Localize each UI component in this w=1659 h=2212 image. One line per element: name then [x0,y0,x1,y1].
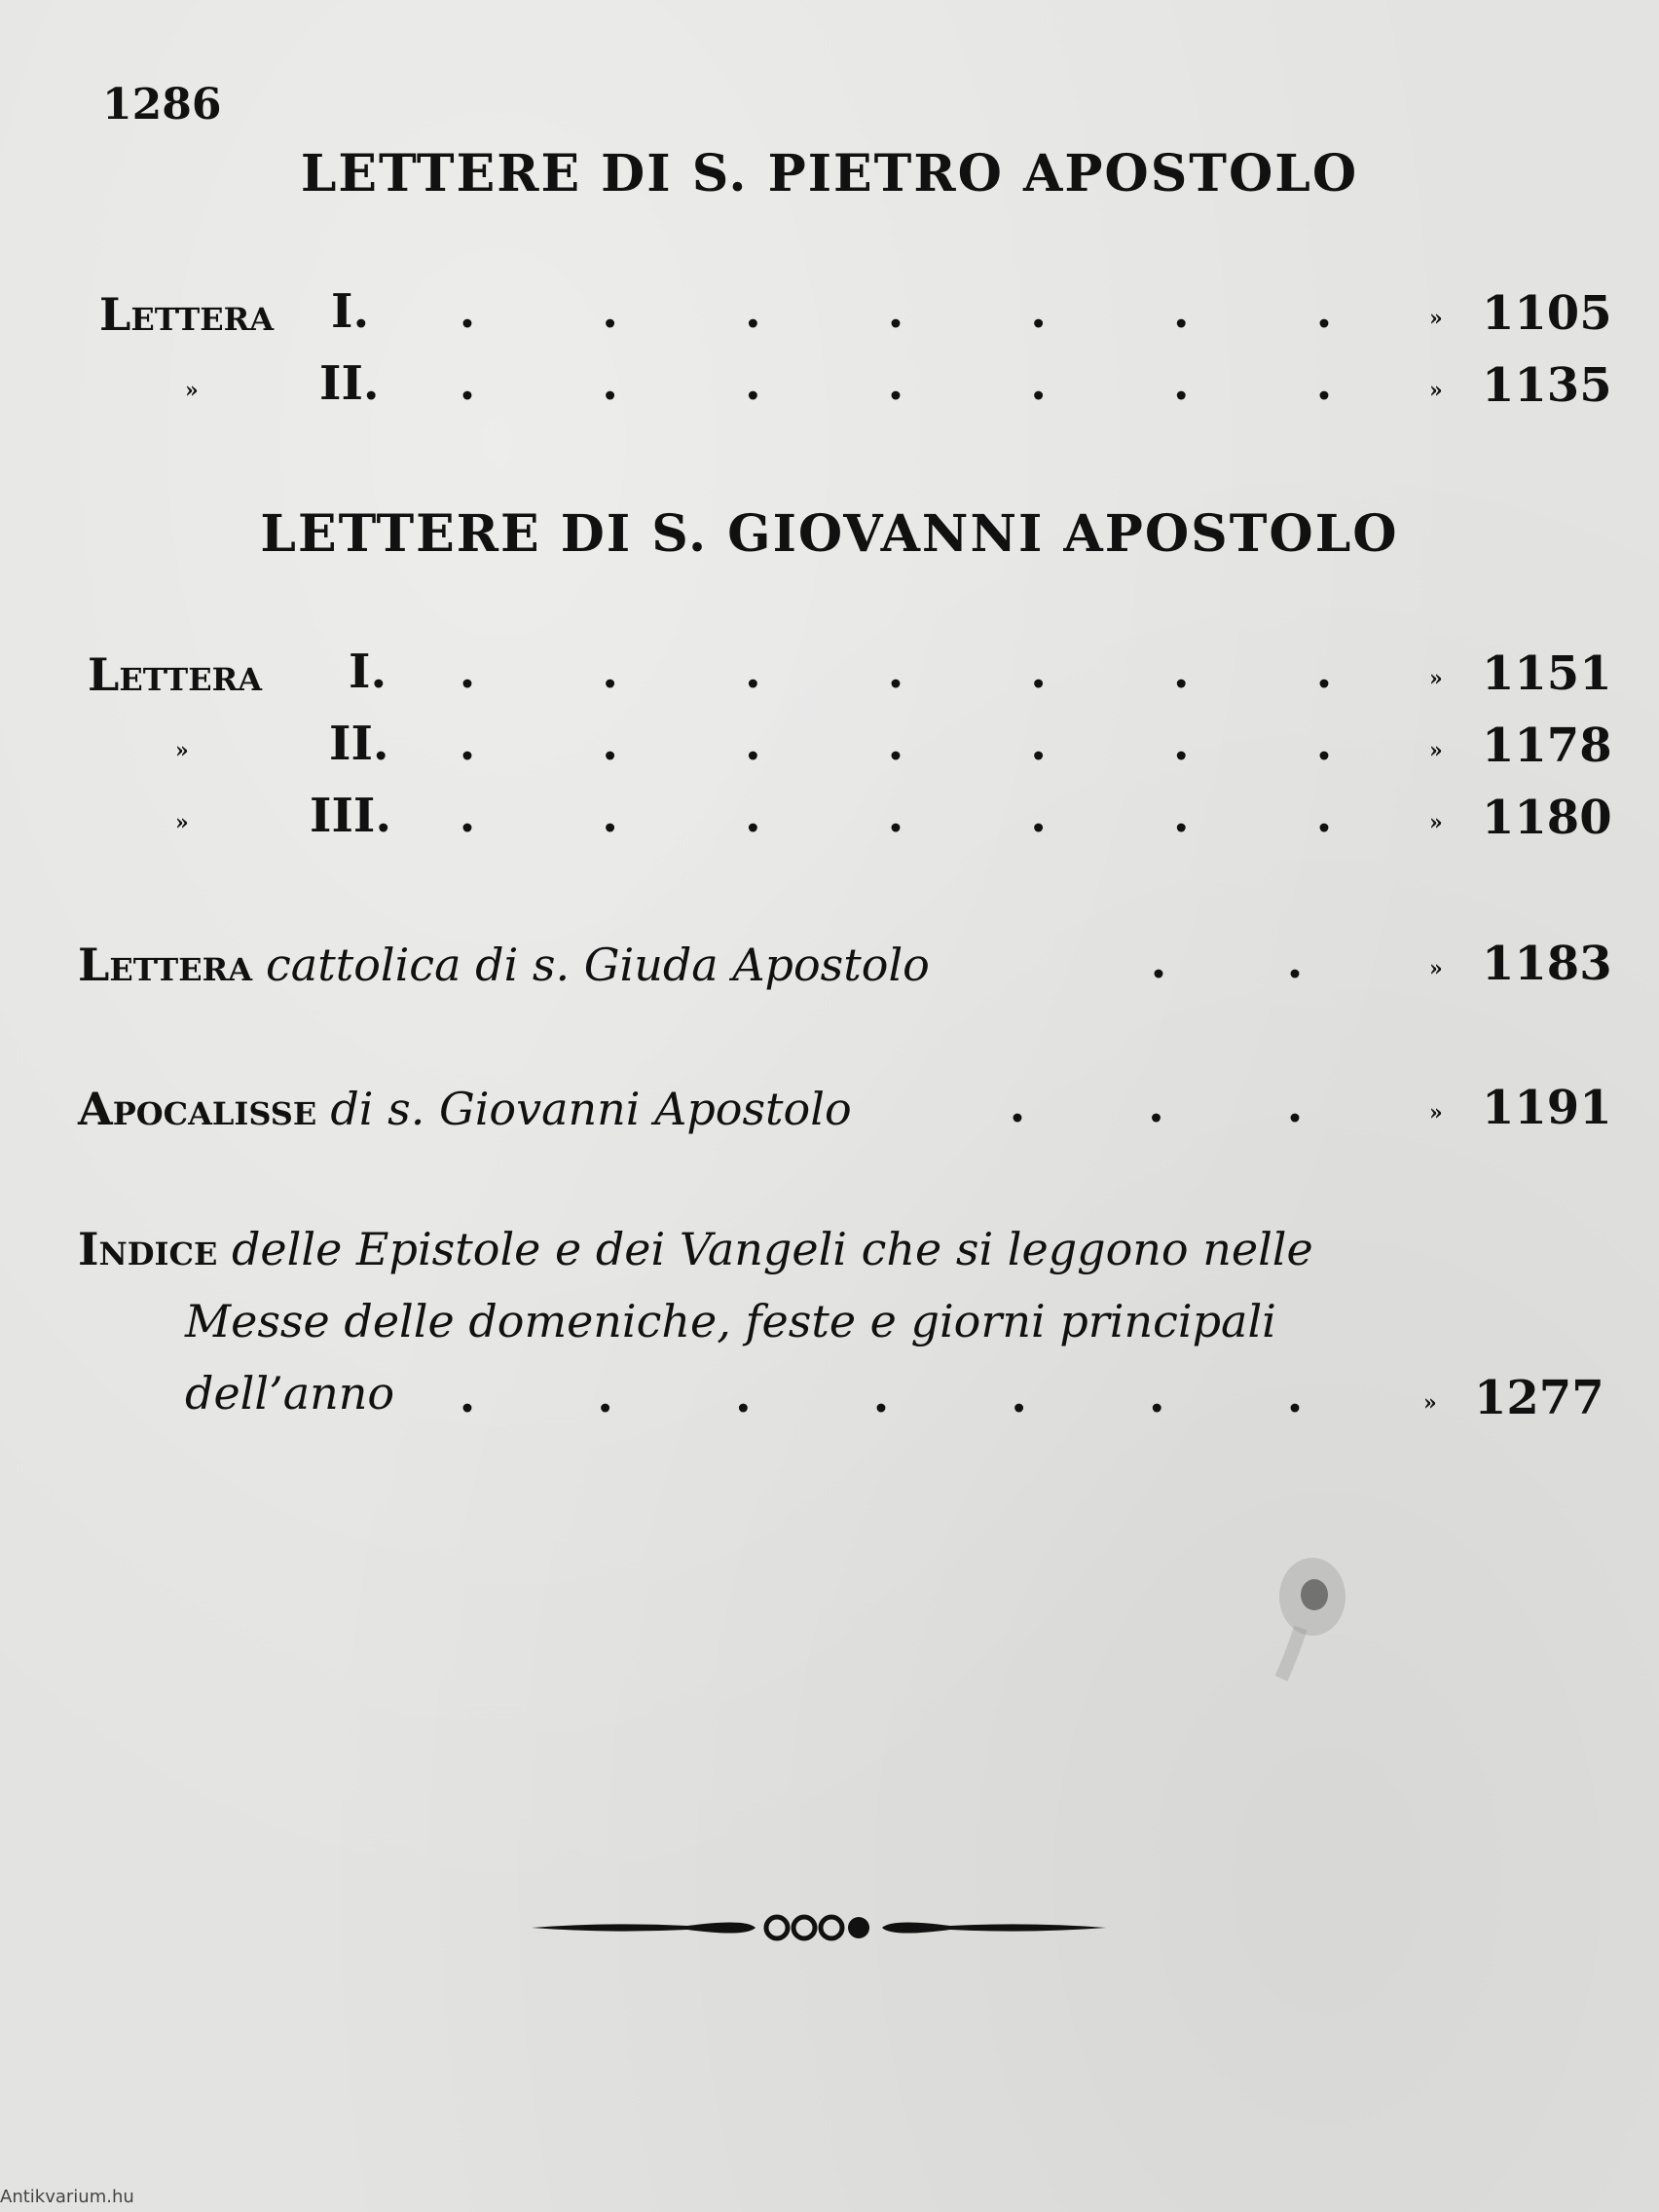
entry-label: Lettera [99,288,275,341]
leader-dots: . . . . . . . [459,1369,1304,1423]
toc-row [0,284,1659,352]
entry-text [78,1083,852,1135]
ditto-mark: » [175,738,189,763]
leader-dots: . . . . . . . [459,284,1333,339]
toc-row-apocalisse [0,1079,1659,1147]
leader-dots: . . . . . . . [459,356,1333,411]
leader-dots: . . [1150,935,1304,989]
toc-row-giuda [0,935,1659,1003]
indice-line-2: Messe delle domeniche, feste e giorni principali [185,1295,1276,1347]
ditto-mark: » [1429,666,1443,691]
letter-numeral: II. [329,717,389,771]
decorative-ornament [532,1908,1106,1947]
ditto-mark: » [1423,1390,1437,1416]
toc-row [0,356,1659,424]
section-heading-giovanni: LETTERE DI S. GIOVANNI APOSTOLO [260,504,1399,564]
indice-line-3: dell’anno [185,1367,395,1419]
page-reference: 1135 [1482,358,1612,413]
page-reference: 1180 [1482,791,1612,845]
watermark: Antikvarium.hu [0,2187,134,2207]
letter-numeral: III. [310,789,392,843]
toc-row [0,645,1659,713]
entry-lead: Apocalisse [78,1083,317,1135]
ditto-mark: » [185,378,199,403]
ditto-mark: » [1429,1100,1443,1125]
letter-numeral: II. [319,356,380,411]
entry-title: cattolica di s. Giuda Apostolo [266,939,930,991]
page-reference: 1105 [1482,286,1612,341]
ditto-mark: » [175,810,189,835]
indice-text-1: delle Epistole e dei Vangeli che si leggono nelle [231,1223,1313,1275]
leader-dots: . . . . . . . [459,645,1333,699]
leader-dots: . . . [1009,1079,1304,1133]
page-reference: 1178 [1482,719,1612,773]
entry-label: Lettera [88,648,263,701]
paper-stain [1262,1550,1355,1686]
page-reference: 1183 [1482,937,1612,991]
ditto-mark: » [1429,306,1443,331]
leader-dots: . . . . . . . [459,717,1333,771]
toc-row [0,717,1659,785]
section-heading-pietro: LETTERE DI S. PIETRO APOSTOLO [300,144,1359,203]
page-number: 1286 [102,80,222,129]
entry-title: di s. Giovanni Apostolo [330,1083,852,1135]
letter-numeral: I. [331,284,370,339]
toc-row-indice-page [0,1369,1659,1437]
ditto-mark: » [1429,810,1443,835]
ditto-mark: » [1429,738,1443,763]
letter-numeral: I. [349,645,387,699]
entry-lead: Lettera [78,939,253,991]
indice-line-1 [78,1213,1460,1285]
toc-row [0,789,1659,857]
entry-text [78,939,930,991]
page-reference: 1191 [1482,1081,1612,1135]
ditto-mark: » [1429,378,1443,403]
page-reference: 1151 [1482,646,1612,701]
leader-dots: . . . . . . . [459,789,1333,843]
entry-lead: Indice [78,1223,218,1275]
page-reference: 1277 [1474,1371,1604,1425]
ditto-mark: » [1429,956,1443,981]
